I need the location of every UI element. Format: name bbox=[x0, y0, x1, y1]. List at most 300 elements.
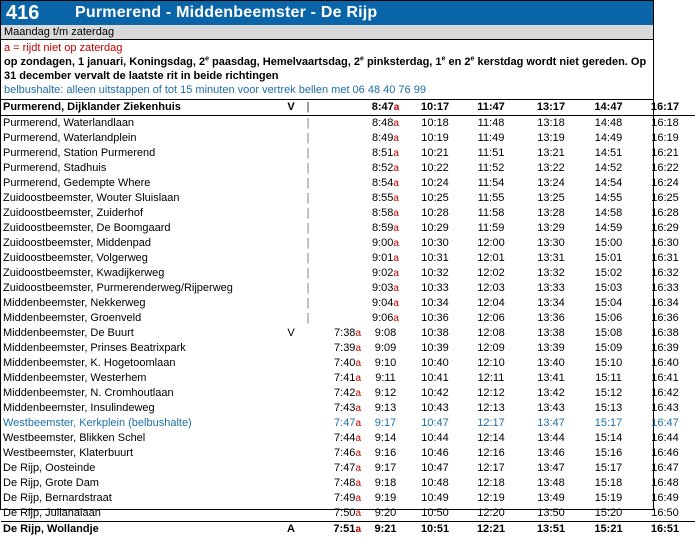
column-separator bbox=[297, 461, 319, 476]
departure-time bbox=[635, 371, 695, 386]
departure-time-value: 14:55 bbox=[595, 192, 623, 204]
not-saturday-marker: a bbox=[393, 178, 399, 189]
stop-name-value: Purmerend, Waterlandplein bbox=[3, 132, 137, 144]
departure-time-first bbox=[319, 401, 363, 416]
departure-time bbox=[462, 491, 520, 506]
departure-time bbox=[635, 311, 695, 326]
departure-time-value: 9:00 bbox=[372, 237, 393, 249]
departure-time-value: 16:47 bbox=[651, 462, 679, 474]
stop-name bbox=[1, 146, 285, 161]
table-row bbox=[1, 356, 695, 371]
departure-time-value: 10:36 bbox=[421, 312, 449, 324]
column-separator: | bbox=[297, 221, 319, 236]
departure-time-first bbox=[319, 131, 363, 146]
table-row bbox=[1, 176, 695, 191]
departure-time bbox=[462, 506, 520, 522]
departure-time bbox=[363, 131, 408, 146]
departure-time bbox=[462, 446, 520, 461]
departure-time-value: 10:42 bbox=[421, 387, 449, 399]
departure-time-value: 16:48 bbox=[651, 477, 679, 489]
departure-time-value: 9:03 bbox=[372, 282, 393, 294]
departure-time bbox=[408, 401, 462, 416]
stop-name bbox=[1, 341, 285, 356]
departure-time bbox=[582, 341, 635, 356]
departure-time bbox=[635, 416, 695, 431]
departure-time bbox=[462, 431, 520, 446]
departure-time-value: 10:18 bbox=[421, 117, 449, 129]
departure-time-value: 13:47 bbox=[537, 417, 565, 429]
column-separator: | bbox=[297, 191, 319, 206]
departure-time bbox=[363, 146, 408, 161]
column-separator: | bbox=[297, 206, 319, 221]
departure-time-value: 11:52 bbox=[478, 162, 505, 174]
stop-name-value: Zuidoostbeemster, Zuiderhof bbox=[3, 207, 143, 219]
stop-flag bbox=[285, 311, 297, 326]
stop-flag bbox=[285, 281, 297, 296]
departure-time-value: 14:59 bbox=[595, 222, 623, 234]
departure-time-value: 15:02 bbox=[595, 267, 623, 279]
departure-time-first bbox=[319, 416, 363, 431]
stop-name bbox=[1, 476, 285, 491]
departure-time-first-value: 7:39 bbox=[334, 342, 355, 354]
departure-time bbox=[520, 461, 582, 476]
departure-time-value: 12:06 bbox=[477, 312, 505, 324]
table-row bbox=[1, 386, 695, 401]
departure-time bbox=[363, 522, 408, 537]
departure-time bbox=[520, 476, 582, 491]
departure-time bbox=[408, 476, 462, 491]
departure-time-value: 9:10 bbox=[375, 357, 396, 369]
stop-flag bbox=[285, 446, 297, 461]
stop-name-value: De Rijp, Julianalaan bbox=[3, 507, 101, 519]
stop-name bbox=[1, 506, 285, 522]
table-row bbox=[1, 491, 695, 506]
departure-time-value: 10:46 bbox=[421, 447, 449, 459]
table-row bbox=[1, 371, 695, 386]
departure-time-value: 9:04 bbox=[372, 297, 393, 309]
departure-time-first-value: 7:47 bbox=[334, 462, 355, 474]
departure-time-first-value: 7:48 bbox=[334, 477, 355, 489]
route-header bbox=[1, 1, 653, 25]
departure-time-value: 10:19 bbox=[421, 132, 449, 144]
departure-time-value: 13:43 bbox=[537, 402, 565, 414]
departure-time bbox=[635, 386, 695, 401]
table-row bbox=[1, 281, 695, 296]
departure-time bbox=[408, 522, 462, 537]
departure-time bbox=[582, 326, 635, 341]
departure-time-value: 14:49 bbox=[595, 132, 623, 144]
departure-time bbox=[408, 266, 462, 281]
departure-time bbox=[520, 266, 582, 281]
stop-name-value: Middenbeemster, Nekkerweg bbox=[3, 297, 145, 309]
table-row bbox=[1, 131, 695, 146]
departure-time-value: 16:21 bbox=[651, 147, 679, 159]
table-row bbox=[1, 326, 695, 341]
departure-time bbox=[408, 416, 462, 431]
departure-time bbox=[582, 431, 635, 446]
departure-time-first-value: 7:50 bbox=[334, 507, 355, 519]
departure-time-value: 9:17 bbox=[375, 462, 396, 474]
departure-time-value: 13:42 bbox=[537, 387, 565, 399]
departure-time bbox=[520, 191, 582, 206]
not-saturday-marker: a bbox=[355, 493, 361, 504]
table-row bbox=[1, 221, 695, 236]
departure-time bbox=[582, 161, 635, 176]
departure-time bbox=[635, 236, 695, 251]
departure-time-value: 13:29 bbox=[537, 222, 565, 234]
departure-time-first bbox=[319, 386, 363, 401]
departure-time-first bbox=[319, 371, 363, 386]
departure-time-value: 10:43 bbox=[421, 402, 449, 414]
table-row bbox=[1, 522, 695, 537]
departure-time-value: 13:17 bbox=[537, 101, 565, 113]
departure-time-value: 14:54 bbox=[595, 177, 623, 189]
departure-time-value: 12:11 bbox=[478, 372, 505, 384]
departure-time-value: 16:32 bbox=[651, 267, 679, 279]
departure-time-value: 13:44 bbox=[537, 432, 565, 444]
departure-time-value: 10:49 bbox=[421, 492, 449, 504]
stop-flag bbox=[285, 251, 297, 266]
not-saturday-marker: a bbox=[393, 298, 399, 309]
not-saturday-marker: a bbox=[394, 102, 400, 113]
departure-time bbox=[408, 446, 462, 461]
not-saturday-marker: a bbox=[355, 358, 361, 369]
departure-time bbox=[462, 221, 520, 236]
departure-time-value: 10:44 bbox=[421, 432, 449, 444]
departure-time-value: 13:50 bbox=[537, 507, 565, 519]
departure-time bbox=[582, 100, 635, 116]
stop-flag bbox=[285, 341, 297, 356]
stop-flag-value: V bbox=[287, 327, 294, 339]
departure-time-value: 8:49 bbox=[372, 132, 393, 144]
stop-name-value: Purmerend, Waterlandlaan bbox=[3, 117, 134, 129]
departure-time bbox=[582, 146, 635, 161]
departure-time bbox=[582, 131, 635, 146]
stop-name bbox=[1, 221, 285, 236]
departure-time bbox=[582, 401, 635, 416]
column-separator: | bbox=[297, 266, 319, 281]
departure-time-value: 16:39 bbox=[651, 342, 679, 354]
departure-time bbox=[520, 296, 582, 311]
table-row bbox=[1, 251, 695, 266]
departure-time bbox=[462, 251, 520, 266]
departure-time-value: 10:29 bbox=[421, 222, 449, 234]
departure-time bbox=[363, 206, 408, 221]
departure-time-value: 16:46 bbox=[651, 447, 679, 459]
departure-time-first bbox=[319, 176, 363, 191]
departure-time-value: 10:51 bbox=[421, 523, 449, 535]
departure-time-value: 9:19 bbox=[375, 492, 396, 504]
departure-time bbox=[520, 281, 582, 296]
departure-time bbox=[363, 251, 408, 266]
departure-time bbox=[635, 206, 695, 221]
departure-time-value: 13:32 bbox=[537, 267, 565, 279]
stop-flag bbox=[285, 236, 297, 251]
departure-time-first-value: 7:42 bbox=[334, 387, 355, 399]
departure-time-value: 8:59 bbox=[372, 222, 393, 234]
table-row bbox=[1, 401, 695, 416]
stop-name-value: Zuidoostbeemster, Wouter Sluislaan bbox=[3, 192, 180, 204]
departure-time bbox=[635, 100, 695, 116]
stop-name bbox=[1, 131, 285, 146]
table-row bbox=[1, 416, 695, 431]
departure-time-value: 16:51 bbox=[651, 523, 679, 535]
departure-time bbox=[462, 281, 520, 296]
not-saturday-marker: a bbox=[393, 223, 399, 234]
route-title: Purmerend - Middenbeemster - De Rijp bbox=[75, 4, 377, 22]
not-saturday-marker: a bbox=[393, 118, 399, 129]
stop-name-value: De Rijp, Oosteinde bbox=[3, 462, 95, 474]
departure-time bbox=[582, 221, 635, 236]
stop-name bbox=[1, 100, 285, 116]
departure-time bbox=[462, 131, 520, 146]
departure-time-value: 15:06 bbox=[595, 312, 623, 324]
column-separator bbox=[297, 446, 319, 461]
column-separator bbox=[297, 431, 319, 446]
departure-time bbox=[635, 161, 695, 176]
departure-time-value: 16:25 bbox=[651, 192, 679, 204]
departure-time-value: 15:04 bbox=[595, 297, 623, 309]
departure-time bbox=[462, 416, 520, 431]
departure-time-value: 16:38 bbox=[651, 327, 679, 339]
departure-time bbox=[363, 161, 408, 176]
not-saturday-marker: a bbox=[393, 148, 399, 159]
departure-time-value: 15:10 bbox=[595, 357, 623, 369]
departure-time bbox=[363, 296, 408, 311]
departure-time bbox=[408, 386, 462, 401]
departure-time bbox=[520, 326, 582, 341]
stop-name bbox=[1, 356, 285, 371]
departure-time-value: 16:49 bbox=[651, 492, 679, 504]
departure-time-value: 12:09 bbox=[477, 342, 505, 354]
departure-time-value: 15:13 bbox=[595, 402, 623, 414]
stop-name bbox=[1, 491, 285, 506]
departure-time-first bbox=[319, 221, 363, 236]
departure-time-value: 13:48 bbox=[537, 477, 565, 489]
column-separator bbox=[297, 371, 319, 386]
stop-name-value: Purmerend, Dijklander Ziekenhuis bbox=[3, 101, 181, 113]
table-row bbox=[1, 461, 695, 476]
table-row bbox=[1, 476, 695, 491]
stop-name bbox=[1, 191, 285, 206]
not-saturday-marker: a bbox=[355, 373, 361, 384]
departure-time bbox=[582, 191, 635, 206]
departure-time bbox=[462, 191, 520, 206]
departure-time-value: 13:28 bbox=[537, 207, 565, 219]
departure-time-value: 12:03 bbox=[477, 282, 505, 294]
departure-time bbox=[582, 206, 635, 221]
departure-time bbox=[363, 461, 408, 476]
departure-time-first-value: 7:44 bbox=[334, 432, 355, 444]
departure-time-value: 16:31 bbox=[651, 252, 679, 264]
departure-time bbox=[520, 221, 582, 236]
departure-time-first bbox=[319, 311, 363, 326]
departure-time-value: 9:12 bbox=[375, 387, 396, 399]
departure-time bbox=[520, 131, 582, 146]
departure-time bbox=[520, 491, 582, 506]
departure-time-value: 11:49 bbox=[478, 132, 505, 144]
stop-name bbox=[1, 176, 285, 191]
column-separator bbox=[297, 386, 319, 401]
departure-time bbox=[462, 386, 520, 401]
column-separator bbox=[297, 491, 319, 506]
departure-time-value: 12:12 bbox=[477, 387, 505, 399]
departure-time bbox=[408, 281, 462, 296]
departure-time-value: 16:44 bbox=[651, 432, 679, 444]
departure-time bbox=[582, 386, 635, 401]
stop-name-value: Zuidoostbeemster, Volgerweg bbox=[3, 252, 148, 264]
departure-time-value: 9:09 bbox=[375, 342, 396, 354]
stop-name bbox=[1, 206, 285, 221]
column-separator bbox=[297, 356, 319, 371]
departure-time-value: 16:43 bbox=[651, 402, 679, 414]
departure-time-value: 8:58 bbox=[372, 207, 393, 219]
column-separator: | bbox=[297, 146, 319, 161]
departure-time-value: 14:51 bbox=[595, 147, 623, 159]
stop-name-value: Middenbeemster, N. Cromhoutlaan bbox=[3, 387, 174, 399]
departure-time-value: 10:41 bbox=[421, 372, 449, 384]
departure-time bbox=[635, 266, 695, 281]
column-separator: | bbox=[297, 131, 319, 146]
departure-time bbox=[462, 311, 520, 326]
departure-time-value: 16:22 bbox=[651, 162, 679, 174]
departure-time bbox=[408, 311, 462, 326]
stop-flag bbox=[285, 401, 297, 416]
timetable-table bbox=[1, 100, 695, 537]
departure-time bbox=[520, 206, 582, 221]
column-separator: | bbox=[297, 236, 319, 251]
departure-time-value: 10:28 bbox=[421, 207, 449, 219]
departure-time-value: 16:50 bbox=[651, 507, 679, 519]
departure-time-value: 10:47 bbox=[421, 462, 449, 474]
table-row bbox=[1, 206, 695, 221]
column-separator: | bbox=[297, 161, 319, 176]
departure-time-value: 16:47 bbox=[651, 417, 679, 429]
stop-flag bbox=[285, 431, 297, 446]
table-row bbox=[1, 341, 695, 356]
not-saturday-marker: a bbox=[355, 403, 361, 414]
departure-time-first bbox=[319, 296, 363, 311]
departure-time bbox=[462, 461, 520, 476]
stop-name bbox=[1, 371, 285, 386]
departure-time bbox=[520, 251, 582, 266]
departure-time bbox=[520, 386, 582, 401]
stop-name bbox=[1, 266, 285, 281]
departure-time bbox=[582, 446, 635, 461]
column-separator: | bbox=[297, 296, 319, 311]
departure-time-value: 15:16 bbox=[595, 447, 623, 459]
stop-name-value: Middenbeemster, De Buurt bbox=[3, 327, 134, 339]
stop-name-value: De Rijp, Wollandje bbox=[3, 523, 99, 535]
departure-time-value: 14:47 bbox=[594, 101, 622, 113]
departure-time bbox=[462, 236, 520, 251]
departure-time-value: 11:58 bbox=[478, 207, 505, 219]
departure-time-value: 10:25 bbox=[421, 192, 449, 204]
column-separator bbox=[297, 341, 319, 356]
stop-name-value: De Rijp, Grote Dam bbox=[3, 477, 99, 489]
column-separator: | bbox=[297, 281, 319, 296]
stop-flag bbox=[285, 461, 297, 476]
departure-time-value: 9:11 bbox=[375, 372, 396, 384]
departure-time bbox=[408, 341, 462, 356]
departure-time bbox=[408, 221, 462, 236]
departure-time bbox=[635, 116, 695, 132]
departure-time bbox=[462, 100, 520, 116]
stop-flag bbox=[285, 491, 297, 506]
departure-time bbox=[635, 401, 695, 416]
departure-time-value: 14:58 bbox=[595, 207, 623, 219]
not-saturday-marker: a bbox=[393, 163, 399, 174]
departure-time-value: 10:39 bbox=[421, 342, 449, 354]
departure-time bbox=[363, 476, 408, 491]
departure-time-first bbox=[319, 161, 363, 176]
departure-time-value: 13:40 bbox=[537, 357, 565, 369]
departure-time bbox=[582, 116, 635, 132]
stop-name bbox=[1, 311, 285, 326]
departure-time bbox=[635, 221, 695, 236]
departure-time-value: 10:22 bbox=[421, 162, 449, 174]
stop-name bbox=[1, 431, 285, 446]
table-row bbox=[1, 266, 695, 281]
departure-time-first bbox=[319, 251, 363, 266]
column-separator bbox=[297, 506, 319, 522]
departure-time bbox=[582, 416, 635, 431]
departure-time-value: 9:08 bbox=[375, 327, 396, 339]
departure-time bbox=[635, 506, 695, 522]
belbus-label: belbushalte: bbox=[4, 84, 63, 96]
stop-flag bbox=[285, 371, 297, 386]
stop-name bbox=[1, 416, 285, 431]
departure-time-first bbox=[319, 446, 363, 461]
stop-name-value: Zuidoostbeemster, Kwadijkerweg bbox=[3, 267, 164, 279]
stop-flag bbox=[285, 146, 297, 161]
departure-time bbox=[635, 176, 695, 191]
departure-time bbox=[363, 371, 408, 386]
service-days: Maandag t/m zaterdag bbox=[1, 25, 653, 40]
departure-time-value: 15:14 bbox=[595, 432, 623, 444]
column-separator bbox=[297, 416, 319, 431]
stop-flag bbox=[285, 356, 297, 371]
stop-flag bbox=[285, 206, 297, 221]
departure-time-value: 13:33 bbox=[537, 282, 565, 294]
departure-time bbox=[520, 371, 582, 386]
stop-name-value: Middenbeemster, Groenveld bbox=[3, 312, 141, 324]
stop-name bbox=[1, 401, 285, 416]
table-row bbox=[1, 146, 695, 161]
stop-name bbox=[1, 296, 285, 311]
departure-time-first-value: 7:43 bbox=[334, 402, 355, 414]
departure-time bbox=[408, 326, 462, 341]
departure-time-value: 16:19 bbox=[651, 132, 679, 144]
departure-time bbox=[520, 176, 582, 191]
stop-name bbox=[1, 461, 285, 476]
departure-time-value: 10:48 bbox=[421, 477, 449, 489]
departure-time-first-value: 7:47 bbox=[334, 417, 355, 429]
departure-time bbox=[520, 416, 582, 431]
departure-time-value: 13:25 bbox=[537, 192, 565, 204]
column-separator bbox=[297, 326, 319, 341]
table-row bbox=[1, 311, 695, 326]
departure-time bbox=[582, 356, 635, 371]
departure-time-value: 9:16 bbox=[375, 447, 396, 459]
stop-name bbox=[1, 522, 285, 537]
departure-time bbox=[408, 191, 462, 206]
departure-time bbox=[635, 476, 695, 491]
departure-time-value: 16:33 bbox=[651, 282, 679, 294]
stop-name-value: Middenbeemster, K. Hogetoomlaan bbox=[3, 357, 175, 369]
departure-time-value: 10:17 bbox=[421, 101, 449, 113]
stop-name-value: Zuidoostbeemster, De Boomgaard bbox=[3, 222, 171, 234]
